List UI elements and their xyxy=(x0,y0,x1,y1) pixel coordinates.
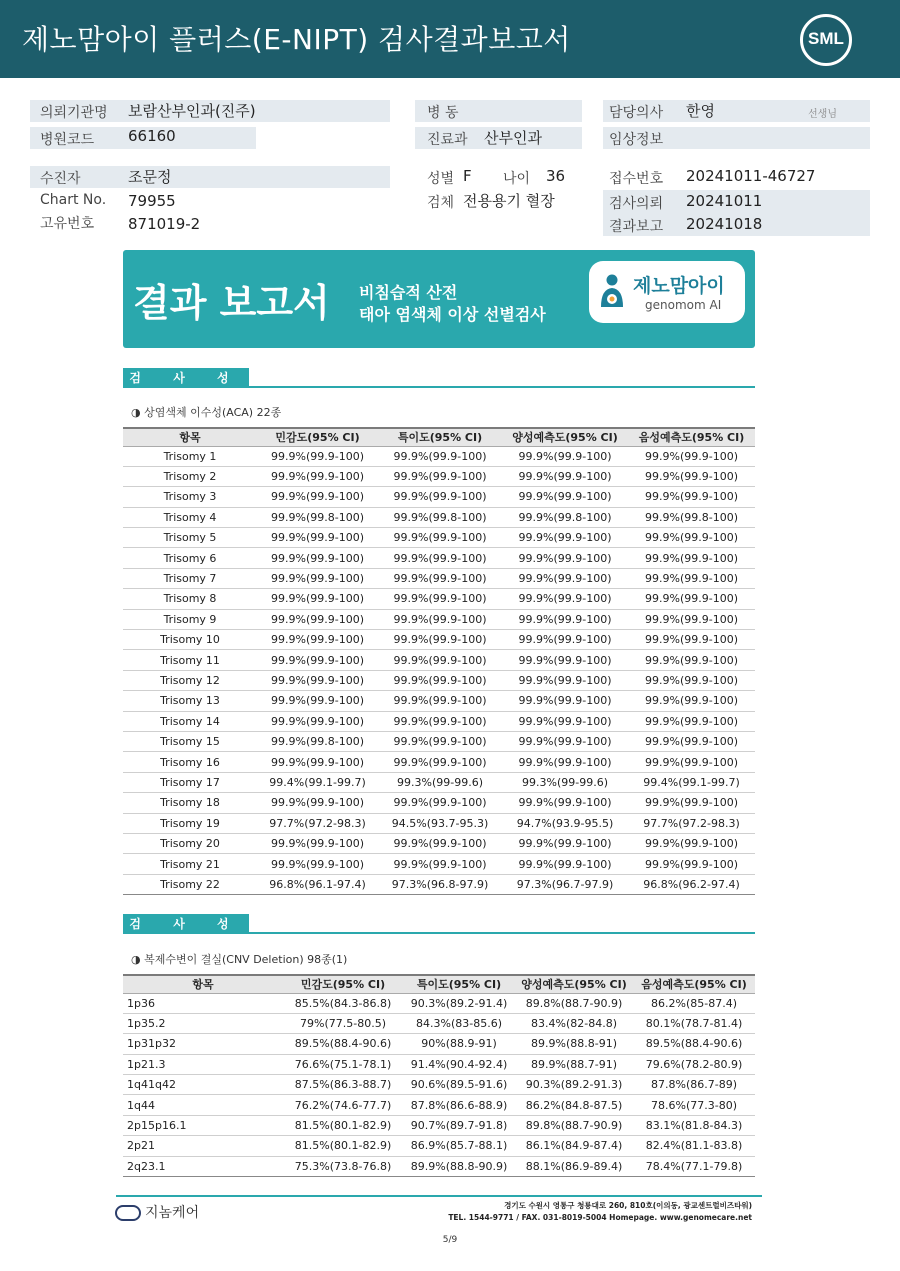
row-item-name: Trisomy 3 xyxy=(123,487,257,507)
dept-label: 진료과 xyxy=(427,132,468,148)
row-metric-value: 75.3%(73.8-76.8) xyxy=(283,1156,403,1176)
table-row xyxy=(123,670,755,690)
row-metric-value: 86.1%(84.9-87.4) xyxy=(515,1136,633,1156)
row-metric-value: 99.9%(99.9-100) xyxy=(502,854,628,874)
row-metric-value: 89.8%(88.7-90.9) xyxy=(515,1115,633,1135)
row-metric-value: 99.9%(99.9-100) xyxy=(378,548,502,568)
row-metric-value: 99.9%(99.9-100) xyxy=(502,630,628,650)
row-item-name: Trisomy 21 xyxy=(123,854,257,874)
row-metric-value: 99.9%(99.9-100) xyxy=(628,731,755,751)
cnv-column-header: 음성예측도(95% CI) xyxy=(633,975,755,993)
table-row xyxy=(123,466,755,486)
row-metric-value: 99.9%(99.9-100) xyxy=(257,528,378,548)
row-item-name: 1q41q42 xyxy=(123,1075,283,1095)
genomom-brand-name: 제노맘아이 xyxy=(633,275,725,297)
row-metric-value: 79%(77.5-80.5) xyxy=(283,1013,403,1033)
table-row xyxy=(123,874,755,894)
row-metric-value: 99.9%(99.9-100) xyxy=(502,650,628,670)
row-metric-value: 99.9%(99.9-100) xyxy=(502,752,628,772)
row-item-name: Trisomy 6 xyxy=(123,548,257,568)
row-item-name: Trisomy 19 xyxy=(123,813,257,833)
row-metric-value: 81.5%(80.1-82.9) xyxy=(283,1136,403,1156)
row-metric-value: 99.9%(99.9-100) xyxy=(257,548,378,568)
row-item-name: Trisomy 12 xyxy=(123,670,257,690)
row-metric-value: 99.9%(99.9-100) xyxy=(378,446,502,466)
row-metric-value: 99.3%(99-99.6) xyxy=(378,772,502,792)
table-row xyxy=(123,507,755,527)
row-metric-value: 99.9%(99.9-100) xyxy=(378,731,502,751)
row-metric-value: 99.9%(99.9-100) xyxy=(378,528,502,548)
row-metric-value: 99.9%(99.9-100) xyxy=(628,711,755,731)
chart-label: Chart No. xyxy=(40,192,107,208)
uid-label: 고유번호 xyxy=(40,216,95,232)
row-item-name: Trisomy 15 xyxy=(123,731,257,751)
row-metric-value: 84.3%(83-85.6) xyxy=(403,1013,515,1033)
row-item-name: 1p36 xyxy=(123,993,283,1013)
row-metric-value: 87.8%(86.6-88.9) xyxy=(403,1095,515,1115)
patient-label: 수진자 xyxy=(40,171,81,187)
row-metric-value: 99.9%(99.9-100) xyxy=(502,691,628,711)
cnv-subtitle: ◑ 복제수변이 결실(CNV Deletion) 98종(1) xyxy=(131,953,348,966)
cnv-column-header: 항목 xyxy=(123,975,283,993)
row-metric-value: 97.7%(97.2-98.3) xyxy=(628,813,755,833)
row-item-name: 2p15p16.1 xyxy=(123,1115,283,1135)
row-metric-value: 90.3%(89.2-91.4) xyxy=(403,993,515,1013)
row-metric-value: 99.9%(99.9-100) xyxy=(502,589,628,609)
aca-table-header-row xyxy=(123,428,755,446)
row-metric-value: 99.9%(99.9-100) xyxy=(502,487,628,507)
row-metric-value: 99.9%(99.9-100) xyxy=(502,711,628,731)
table-row xyxy=(123,854,755,874)
sex-value: F xyxy=(463,167,472,185)
row-metric-value: 99.9%(99.9-100) xyxy=(378,487,502,507)
table-row xyxy=(123,568,755,588)
row-item-name: Trisomy 13 xyxy=(123,691,257,711)
row-item-name: Trisomy 14 xyxy=(123,711,257,731)
table-row xyxy=(123,1054,755,1074)
row-metric-value: 99.9%(99.9-100) xyxy=(628,548,755,568)
row-metric-value: 99.9%(99.9-100) xyxy=(257,691,378,711)
sml-logo xyxy=(800,14,852,66)
table-row xyxy=(123,793,755,813)
row-metric-value: 99.9%(99.8-100) xyxy=(628,507,755,527)
row-item-name: Trisomy 4 xyxy=(123,507,257,527)
table-row xyxy=(123,833,755,853)
genomom-brand-sub: genomom AI xyxy=(645,298,722,312)
row-metric-value: 99.9%(99.9-100) xyxy=(257,833,378,853)
row-metric-value: 99.9%(99.9-100) xyxy=(378,793,502,813)
table-row xyxy=(123,446,755,466)
receipt-label: 접수번호 xyxy=(609,171,664,187)
row-metric-value: 99.9%(99.9-100) xyxy=(257,711,378,731)
row-metric-value: 89.8%(88.7-90.9) xyxy=(515,993,633,1013)
clinical-label: 임상정보 xyxy=(609,132,664,148)
aca-section-header xyxy=(123,368,755,405)
doctor-suffix: 선생님 xyxy=(808,109,837,120)
row-metric-value: 83.1%(81.8-84.3) xyxy=(633,1115,755,1135)
table-row xyxy=(123,813,755,833)
cnv-performance-table xyxy=(123,974,755,1177)
row-item-name: Trisomy 1 xyxy=(123,446,257,466)
table-row xyxy=(123,1156,755,1176)
table-row xyxy=(123,752,755,772)
table-row xyxy=(123,1095,755,1115)
row-metric-value: 99.9%(99.9-100) xyxy=(628,568,755,588)
row-item-name: Trisomy 7 xyxy=(123,568,257,588)
row-metric-value: 89.9%(88.8-90.9) xyxy=(403,1156,515,1176)
row-item-name: Trisomy 11 xyxy=(123,650,257,670)
ward-label: 병 동 xyxy=(427,105,459,121)
row-item-name: 1p21.3 xyxy=(123,1054,283,1074)
report-title: 제노맘아이 플러스(E-NIPT) 검사결과보고서 xyxy=(22,23,571,56)
dept-value: 산부인과 xyxy=(484,129,542,147)
aca-column-header: 음성예측도(95% CI) xyxy=(628,428,755,446)
hospital-code-value: 66160 xyxy=(128,127,176,145)
row-metric-value: 99.9%(99.9-100) xyxy=(378,466,502,486)
report-value: 20241018 xyxy=(686,215,763,233)
aca-subtitle: ◑ 상염색체 이수성(ACA) 22종 xyxy=(131,406,282,419)
row-metric-value: 97.3%(96.7-97.9) xyxy=(502,874,628,894)
row-metric-value: 99.9%(99.9-100) xyxy=(628,630,755,650)
table-row xyxy=(123,630,755,650)
row-metric-value: 99.9%(99.9-100) xyxy=(257,630,378,650)
row-metric-value: 86.9%(85.7-88.1) xyxy=(403,1136,515,1156)
institution-value: 보람산부인과(진주) xyxy=(128,102,256,120)
cnv-section-title: 검 사 성 능 xyxy=(123,914,249,934)
specimen-label: 검체 xyxy=(427,195,455,211)
row-metric-value: 99.9%(99.9-100) xyxy=(502,568,628,588)
footer-address-block xyxy=(448,1200,752,1224)
row-metric-value: 99.9%(99.9-100) xyxy=(257,466,378,486)
result-banner xyxy=(123,250,755,348)
row-metric-value: 99.9%(99.9-100) xyxy=(257,854,378,874)
row-metric-value: 97.3%(96.8-97.9) xyxy=(378,874,502,894)
institution-label: 의뢰기관명 xyxy=(40,105,108,121)
row-metric-value: 99.9%(99.9-100) xyxy=(378,711,502,731)
row-metric-value: 99.4%(99.1-99.7) xyxy=(628,772,755,792)
row-item-name: 2p21 xyxy=(123,1136,283,1156)
cnv-column-header: 양성예측도(95% CI) xyxy=(515,975,633,993)
row-metric-value: 81.5%(80.1-82.9) xyxy=(283,1115,403,1135)
patient-value: 조문정 xyxy=(128,168,172,186)
row-metric-value: 94.5%(93.7-95.3) xyxy=(378,813,502,833)
row-metric-value: 90.7%(89.7-91.8) xyxy=(403,1115,515,1135)
row-metric-value: 99.9%(99.9-100) xyxy=(628,528,755,548)
row-metric-value: 99.9%(99.9-100) xyxy=(628,833,755,853)
row-metric-value: 76.6%(75.1-78.1) xyxy=(283,1054,403,1074)
aca-column-header: 민감도(95% CI) xyxy=(257,428,378,446)
row-metric-value: 99.9%(99.9-100) xyxy=(257,609,378,629)
page-number: 5/9 xyxy=(442,1235,458,1245)
patient-field-bg xyxy=(30,166,390,188)
row-metric-value: 97.7%(97.2-98.3) xyxy=(257,813,378,833)
row-metric-value: 99.9%(99.9-100) xyxy=(502,833,628,853)
row-metric-value: 99.9%(99.9-100) xyxy=(378,589,502,609)
row-metric-value: 99.9%(99.9-100) xyxy=(378,609,502,629)
table-row xyxy=(123,589,755,609)
chart-value: 79955 xyxy=(128,192,176,210)
aca-column-header: 항목 xyxy=(123,428,257,446)
footer-contact: TEL. 1544-9771 / FAX. 031-8019-5004 Homepage. www.genomecare.net xyxy=(448,1213,752,1222)
row-metric-value: 99.9%(99.9-100) xyxy=(257,589,378,609)
table-row xyxy=(123,1075,755,1095)
request-label: 검사의뢰 xyxy=(609,196,664,212)
row-item-name: 1q44 xyxy=(123,1095,283,1115)
row-metric-value: 99.9%(99.8-100) xyxy=(257,731,378,751)
cnv-section-header xyxy=(123,914,755,951)
table-row xyxy=(123,772,755,792)
row-metric-value: 89.5%(88.4-90.6) xyxy=(283,1034,403,1054)
aca-section-title: 검 사 성 능 xyxy=(123,368,249,388)
row-metric-value: 99.9%(99.9-100) xyxy=(628,854,755,874)
table-row xyxy=(123,711,755,731)
row-metric-value: 78.6%(77.3-80) xyxy=(633,1095,755,1115)
uid-value: 871019-2 xyxy=(128,215,201,233)
row-metric-value: 99.9%(99.9-100) xyxy=(628,691,755,711)
cnv-column-header: 특이도(95% CI) xyxy=(403,975,515,993)
row-metric-value: 99.9%(99.9-100) xyxy=(378,691,502,711)
table-row xyxy=(123,1136,755,1156)
row-metric-value: 89.9%(88.7-91) xyxy=(515,1054,633,1074)
row-metric-value: 99.9%(99.9-100) xyxy=(502,609,628,629)
row-metric-value: 99.9%(99.9-100) xyxy=(257,446,378,466)
row-metric-value: 99.9%(99.9-100) xyxy=(502,466,628,486)
row-metric-value: 99.9%(99.9-100) xyxy=(378,650,502,670)
row-metric-value: 99.9%(99.8-100) xyxy=(502,507,628,527)
table-row xyxy=(123,691,755,711)
row-metric-value: 89.9%(88.8-91) xyxy=(515,1034,633,1054)
row-item-name: Trisomy 8 xyxy=(123,589,257,609)
row-metric-value: 99.4%(99.1-99.7) xyxy=(257,772,378,792)
row-metric-value: 99.9%(99.9-100) xyxy=(502,446,628,466)
row-metric-value: 99.9%(99.9-100) xyxy=(628,609,755,629)
row-metric-value: 99.9%(99.9-100) xyxy=(628,752,755,772)
request-value: 20241011 xyxy=(686,192,763,210)
row-item-name: Trisomy 18 xyxy=(123,793,257,813)
aca-column-header: 양성예측도(95% CI) xyxy=(502,428,628,446)
table-row xyxy=(123,1034,755,1054)
table-row xyxy=(123,528,755,548)
table-row xyxy=(123,548,755,568)
row-metric-value: 99.9%(99.9-100) xyxy=(502,670,628,690)
genomecare-name: 지놈케어 xyxy=(145,1205,200,1221)
banner-subtitle-2: 태아 염색체 이상 선별검사 xyxy=(359,305,546,324)
report-header-bar xyxy=(0,0,900,78)
row-metric-value: 99.9%(99.9-100) xyxy=(628,650,755,670)
row-metric-value: 79.6%(78.2-80.9) xyxy=(633,1054,755,1074)
report-label: 결과보고 xyxy=(609,219,664,235)
genomecare-logo xyxy=(115,1202,199,1222)
row-metric-value: 80.1%(78.7-81.4) xyxy=(633,1013,755,1033)
hospital-code-label: 병원코드 xyxy=(40,132,95,148)
row-metric-value: 86.2%(85-87.4) xyxy=(633,993,755,1013)
doctor-label: 담당의사 xyxy=(609,105,664,121)
row-metric-value: 90.3%(89.2-91.3) xyxy=(515,1075,633,1095)
genomom-mother-icon xyxy=(597,273,627,311)
table-row xyxy=(123,650,755,670)
table-row xyxy=(123,1115,755,1135)
row-metric-value: 82.4%(81.1-83.8) xyxy=(633,1136,755,1156)
row-metric-value: 94.7%(93.9-95.5) xyxy=(502,813,628,833)
row-metric-value: 99.9%(99.9-100) xyxy=(628,446,755,466)
row-item-name: Trisomy 20 xyxy=(123,833,257,853)
aca-column-header: 특이도(95% CI) xyxy=(378,428,502,446)
row-metric-value: 99.9%(99.9-100) xyxy=(257,650,378,670)
genomecare-logo-icon xyxy=(115,1205,141,1221)
row-metric-value: 99.9%(99.9-100) xyxy=(628,670,755,690)
row-metric-value: 99.9%(99.9-100) xyxy=(628,793,755,813)
row-metric-value: 99.9%(99.9-100) xyxy=(378,568,502,588)
age-label: 나이 xyxy=(503,171,531,187)
row-metric-value: 88.1%(86.9-89.4) xyxy=(515,1156,633,1176)
row-metric-value: 99.9%(99.9-100) xyxy=(502,548,628,568)
row-metric-value: 99.9%(99.9-100) xyxy=(378,854,502,874)
cnv-column-header: 민감도(95% CI) xyxy=(283,975,403,993)
row-metric-value: 99.9%(99.9-100) xyxy=(628,487,755,507)
row-metric-value: 99.9%(99.9-100) xyxy=(257,752,378,772)
table-row xyxy=(123,1013,755,1033)
row-metric-value: 99.9%(99.9-100) xyxy=(257,487,378,507)
row-metric-value: 99.3%(99-99.6) xyxy=(502,772,628,792)
banner-subtitle-1: 비침습적 산전 xyxy=(359,283,458,302)
row-metric-value: 99.9%(99.9-100) xyxy=(378,630,502,650)
banner-main-title: 결과 보고서 xyxy=(133,281,330,325)
row-metric-value: 99.9%(99.9-100) xyxy=(257,670,378,690)
row-metric-value: 99.9%(99.9-100) xyxy=(378,833,502,853)
row-metric-value: 99.9%(99.9-100) xyxy=(502,528,628,548)
row-metric-value: 99.9%(99.9-100) xyxy=(378,752,502,772)
row-metric-value: 76.2%(74.6-77.7) xyxy=(283,1095,403,1115)
row-metric-value: 99.9%(99.9-100) xyxy=(257,793,378,813)
row-metric-value: 91.4%(90.4-92.4) xyxy=(403,1054,515,1074)
genomom-logo-badge xyxy=(589,261,745,323)
row-item-name: Trisomy 5 xyxy=(123,528,257,548)
row-metric-value: 99.9%(99.9-100) xyxy=(628,589,755,609)
table-row xyxy=(123,609,755,629)
row-item-name: Trisomy 22 xyxy=(123,874,257,894)
row-item-name: Trisomy 9 xyxy=(123,609,257,629)
age-value: 36 xyxy=(546,167,566,185)
row-item-name: Trisomy 2 xyxy=(123,466,257,486)
table-row xyxy=(123,487,755,507)
footer-divider xyxy=(116,1195,762,1197)
row-metric-value: 96.8%(96.1-97.4) xyxy=(257,874,378,894)
row-metric-value: 78.4%(77.1-79.8) xyxy=(633,1156,755,1176)
row-metric-value: 99.9%(99.9-100) xyxy=(502,731,628,751)
row-item-name: 1p31p32 xyxy=(123,1034,283,1054)
row-metric-value: 90%(88.9-91) xyxy=(403,1034,515,1054)
row-metric-value: 87.8%(86.7-89) xyxy=(633,1075,755,1095)
row-item-name: Trisomy 17 xyxy=(123,772,257,792)
row-metric-value: 90.6%(89.5-91.6) xyxy=(403,1075,515,1095)
specimen-value: 전용용기 혈장 xyxy=(463,192,555,210)
row-metric-value: 89.5%(88.4-90.6) xyxy=(633,1034,755,1054)
row-item-name: 2q23.1 xyxy=(123,1156,283,1176)
cnv-table-header-row xyxy=(123,975,755,993)
aca-performance-table xyxy=(123,427,755,895)
row-item-name: 1p35.2 xyxy=(123,1013,283,1033)
row-metric-value: 99.9%(99.9-100) xyxy=(628,466,755,486)
row-item-name: Trisomy 10 xyxy=(123,630,257,650)
sml-logo-text: SML xyxy=(808,29,844,48)
row-metric-value: 85.5%(84.3-86.8) xyxy=(283,993,403,1013)
row-metric-value: 87.5%(86.3-88.7) xyxy=(283,1075,403,1095)
footer-address: 경기도 수원시 영통구 청룡대로 260, 810호(이의동, 광교센트럴비즈타워) xyxy=(504,1201,752,1210)
row-metric-value: 99.9%(99.8-100) xyxy=(257,507,378,527)
row-item-name: Trisomy 16 xyxy=(123,752,257,772)
row-metric-value: 99.9%(99.9-100) xyxy=(378,670,502,690)
row-metric-value: 83.4%(82-84.8) xyxy=(515,1013,633,1033)
row-metric-value: 99.9%(99.8-100) xyxy=(378,507,502,527)
row-metric-value: 86.2%(84.8-87.5) xyxy=(515,1095,633,1115)
row-metric-value: 99.9%(99.9-100) xyxy=(502,793,628,813)
doctor-value: 한영 xyxy=(686,102,715,120)
sex-label: 성별 xyxy=(427,171,455,187)
table-row xyxy=(123,993,755,1013)
table-row xyxy=(123,731,755,751)
row-metric-value: 99.9%(99.9-100) xyxy=(257,568,378,588)
receipt-value: 20241011-46727 xyxy=(686,167,816,185)
row-metric-value: 96.8%(96.2-97.4) xyxy=(628,874,755,894)
